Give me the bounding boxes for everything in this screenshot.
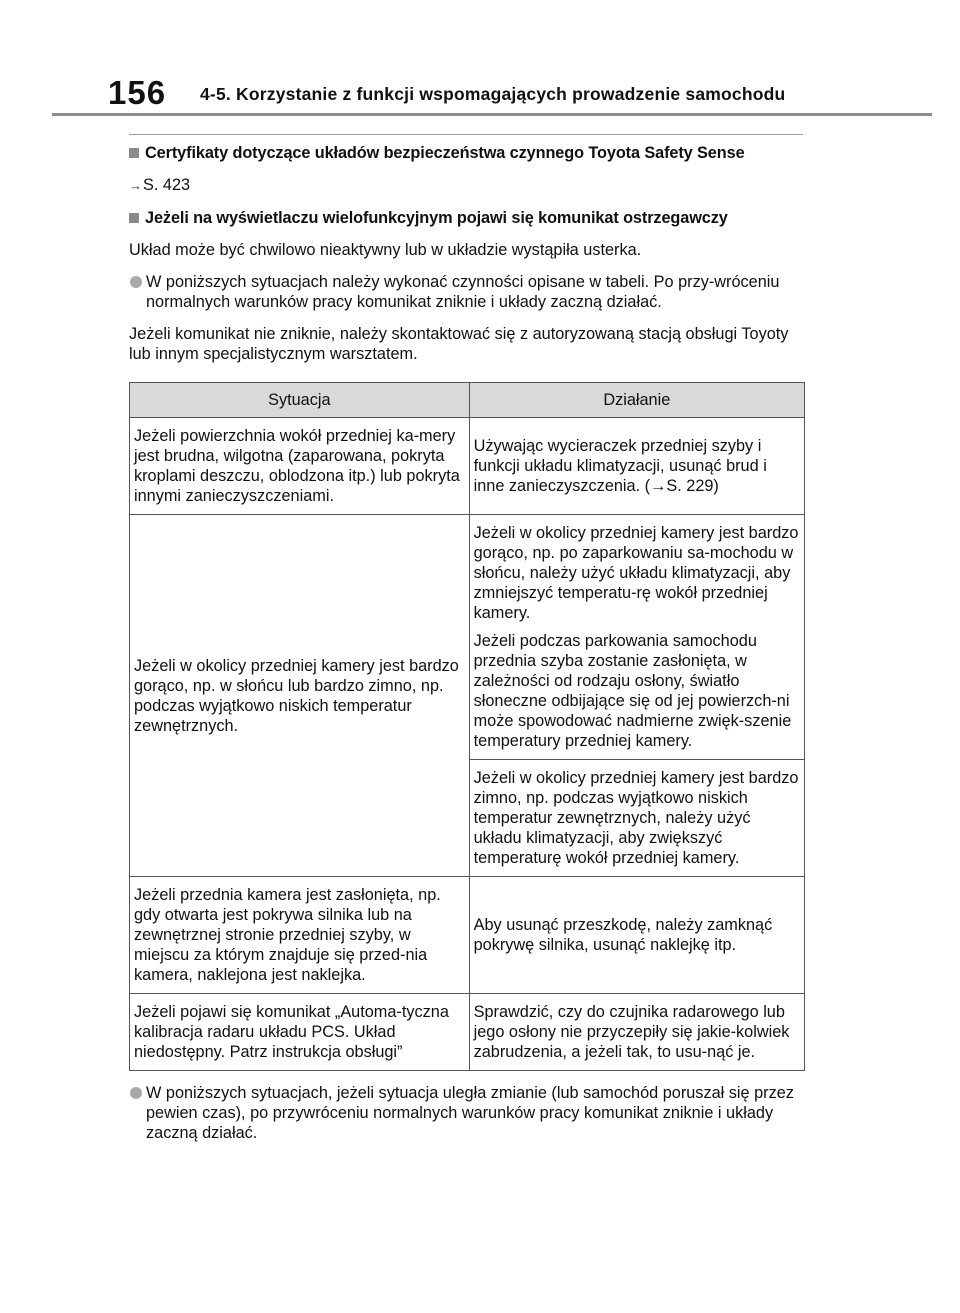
arrow-icon: →	[129, 178, 142, 193]
page-reference-text: S. 423	[143, 176, 191, 194]
section-heading-text: Certyfikaty dotyczące układów bezpieczeństwa czynnego Toyota Safety Sense	[145, 144, 745, 162]
chapter-title: 4-5. Korzystanie z funkcji wspomagających prowadzenie samochodu	[200, 84, 786, 104]
column-header-situation: Sytuacja	[130, 383, 470, 418]
column-header-action: Działanie	[469, 383, 804, 418]
action-cell	[469, 515, 804, 760]
table-row	[130, 994, 805, 1071]
paragraph: Układ może być chwilowo nieaktywny lub w układzie wystąpiła usterka.	[129, 241, 642, 259]
bullet-item	[129, 1083, 803, 1143]
situation-action-table	[129, 382, 805, 1071]
page-header	[0, 0, 960, 118]
action-paragraph: Jeżeli podczas parkowania samochodu przednia szyba zostanie zasłonięta, w zależności od rodzaju osłony, światło słoneczne odbijające się od jej powierzch-ni może spowodować nadmierne zwięk-szenie temperatury przedniej kamery.	[473, 632, 792, 750]
action-paragraph: Jeżeli w okolicy przedniej kamery jest bardzo gorąco, np. po zaparkowaniu sa-mochodu w słońcu, należy użyć układu klimatyzacji, aby zmniejszyć temperatu-rę wokół przedniej kamery.	[473, 524, 799, 622]
header-divider	[52, 113, 932, 116]
situation-cell: Jeżeli przednia kamera jest zasłonięta, np. gdy otwarta jest pokrywa silnika lub na zewnętrznej stronie przedniej szyby, w miejscu za którym znajduje się przed-nia kamera, naklejona jest naklejka.	[130, 877, 470, 994]
action-cell: Jeżeli w okolicy przedniej kamery jest bardzo zimno, np. podczas wyjątkowo niskich temperatur zewnętrznych, należy użyć układu klimatyzacji, aby zwiększyć temperaturę wokół przedniej kamery.	[469, 760, 804, 877]
section-heading-certificates	[129, 143, 803, 163]
square-bullet-icon	[129, 213, 139, 223]
action-cell: Sprawdzić, czy do czujnika radarowego lub jego osłony nie przyczepiły się jakie-kolwiek zabrudzenia, a jeżeli tak, to usu-nąć je.	[469, 994, 804, 1071]
situation-cell: Jeżeli pojawi się komunikat „Automa-tyczna kalibracja radaru układu PCS. Układ niedostępny. Patrz instrukcja obsługi”	[130, 994, 470, 1071]
table-row	[130, 418, 805, 515]
action-cell: Aby usunąć przeszkodę, należy zamknąć pokrywę silnika, usunąć naklejkę itp.	[469, 877, 804, 994]
table-row	[130, 515, 805, 760]
bullet-text: W poniższych sytuacjach należy wykonać czynności opisane w tabeli. Po przy-wróceniu normalnych warunków pracy komunikat zniknie i układy zaczną działać.	[146, 273, 780, 311]
bullet-text: W poniższych sytuacjach, jeżeli sytuacja uległa zmianie (lub samochód poruszał się przez pewien czas), po przywróceniu normalnych warunków pracy komunikat zniknie i układy zaczną działać.	[146, 1084, 794, 1142]
circle-bullet-icon	[130, 276, 142, 288]
situation-cell: Jeżeli powierzchnia wokół przedniej ka-mery jest brudna, wilgotna (zaparowana, pokryta kroplami deszczu, oblodzona itp.) lub pokryta innymi zanieczyszczeniami.	[130, 418, 470, 515]
page-number: 156	[108, 74, 167, 111]
action-cell: Używając wycieraczek przedniej szyby i funkcji układu klimatyzacji, usunąć brud i inne zanieczyszczenia. (→S. 229)	[469, 418, 804, 515]
section-divider	[129, 134, 803, 135]
situation-cell: Jeżeli w okolicy przedniej kamery jest bardzo gorąco, np. w słońcu lub bardzo zimno, np. podczas wyjątkowo niskich temperatur zewnętrznych.	[130, 515, 470, 877]
square-bullet-icon	[129, 148, 139, 158]
table-header-row	[130, 383, 805, 418]
section-heading-warning	[129, 208, 803, 228]
paragraph: Jeżeli komunikat nie zniknie, należy skontaktować się z autoryzowaną stacją obsługi Toyoty lub innym specjalistycznym warsztatem.	[129, 325, 789, 363]
page-content	[129, 134, 803, 1155]
section-heading-text: Jeżeli na wyświetlaczu wielofunkcyjnym pojawi się komunikat ostrzegawczy	[145, 209, 728, 227]
bullet-item	[129, 272, 803, 312]
page-reference	[129, 175, 803, 196]
table-row	[130, 877, 805, 994]
circle-bullet-icon	[130, 1087, 142, 1099]
